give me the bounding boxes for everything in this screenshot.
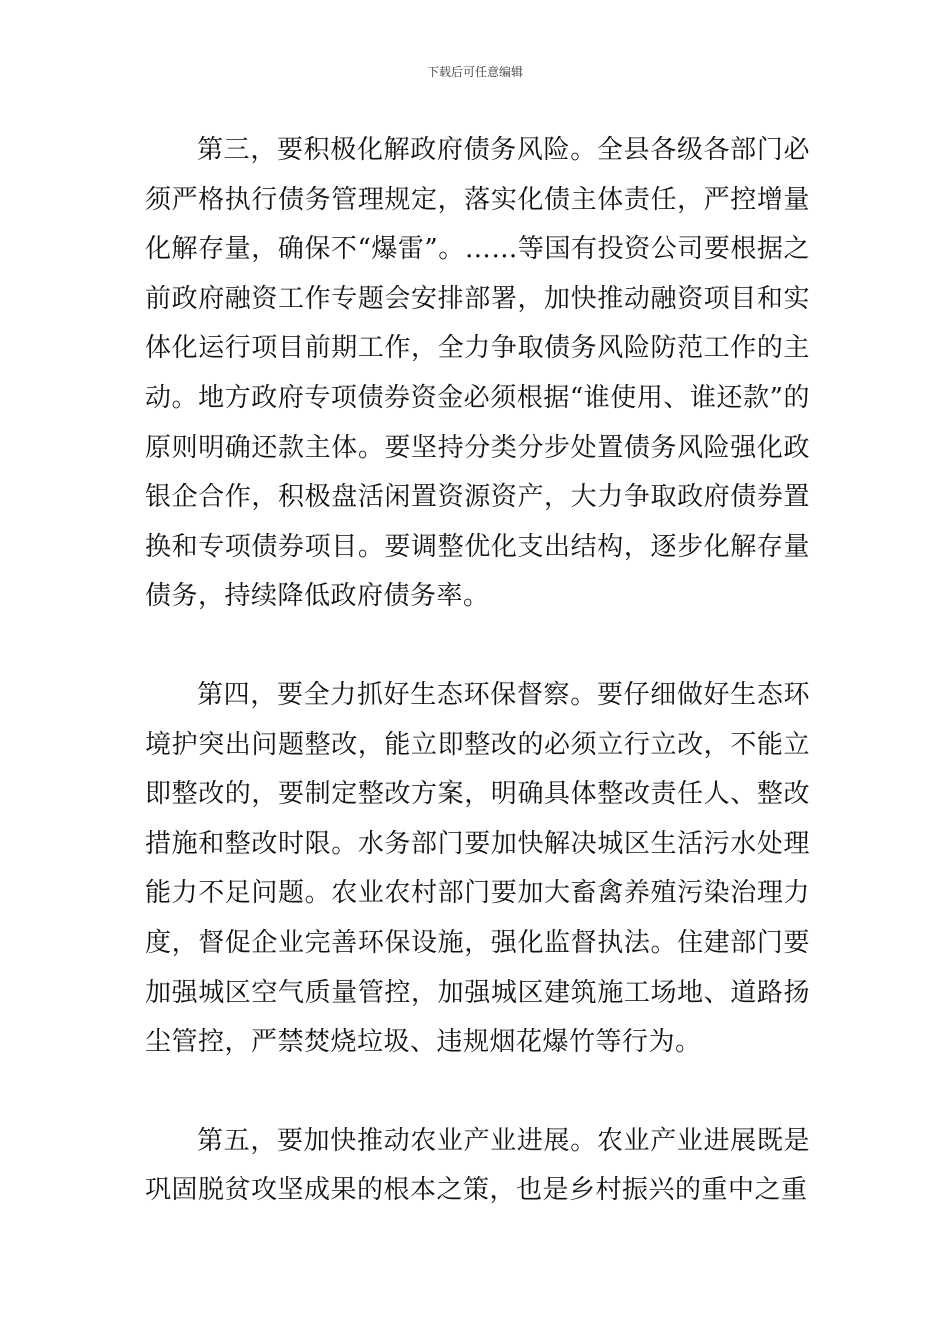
paragraph-fifth: 第五，要加快推动农业产业进展。农业产业进展既是巩固脱贫攻坚成果的根本之策，也是乡村振兴的重中之重 (145, 1125, 810, 1206)
paragraph-fourth: 第四，要全力抓好生态环保督察。要仔细做好生态环境护突出问题整改，能立即整改的必须立行立改，不能立即整改的，要制定整改方案，明确具体整改责任人、整改措施和整改时限。水务部门要加快解决城区生活污水处理能力不足问题。农业农村部门要加大畜禽养殖污染治理力度，督促企业完善环保设施，强化监督执法。住建部门要加强城区空气质量管控，加强城区建筑施工场地、道路扬尘管控，严禁焚烧垃圾、违规烟花爆竹等行为。 (145, 679, 810, 1058)
page-header-note: 下载后可任意编辑 (426, 65, 523, 79)
document-body (145, 126, 810, 1216)
paragraph-third: 第三，要积极化解政府债务风险。全县各级各部门必须严格执行债务管理规定，落实化债主体责任，严控增量化解存量，确保不“爆雷”。……等国有投资公司要根据之前政府融资工作专题会安排部署，加快推动融资项目和实体化运行项目前期工作，全力争取债务风险防范工作的主动。地方政府专项债券资金必须根据“谁使用、谁还款”的原则明确还款主体。要坚持分类分步处置债务风险强化政银企合作，积极盘活闲置资源资产，大力争取政府债券置换和专项债券项目。要调整优化支出结构，逐步化解存量债务，持续降低政府债务率。 (145, 135, 810, 612)
